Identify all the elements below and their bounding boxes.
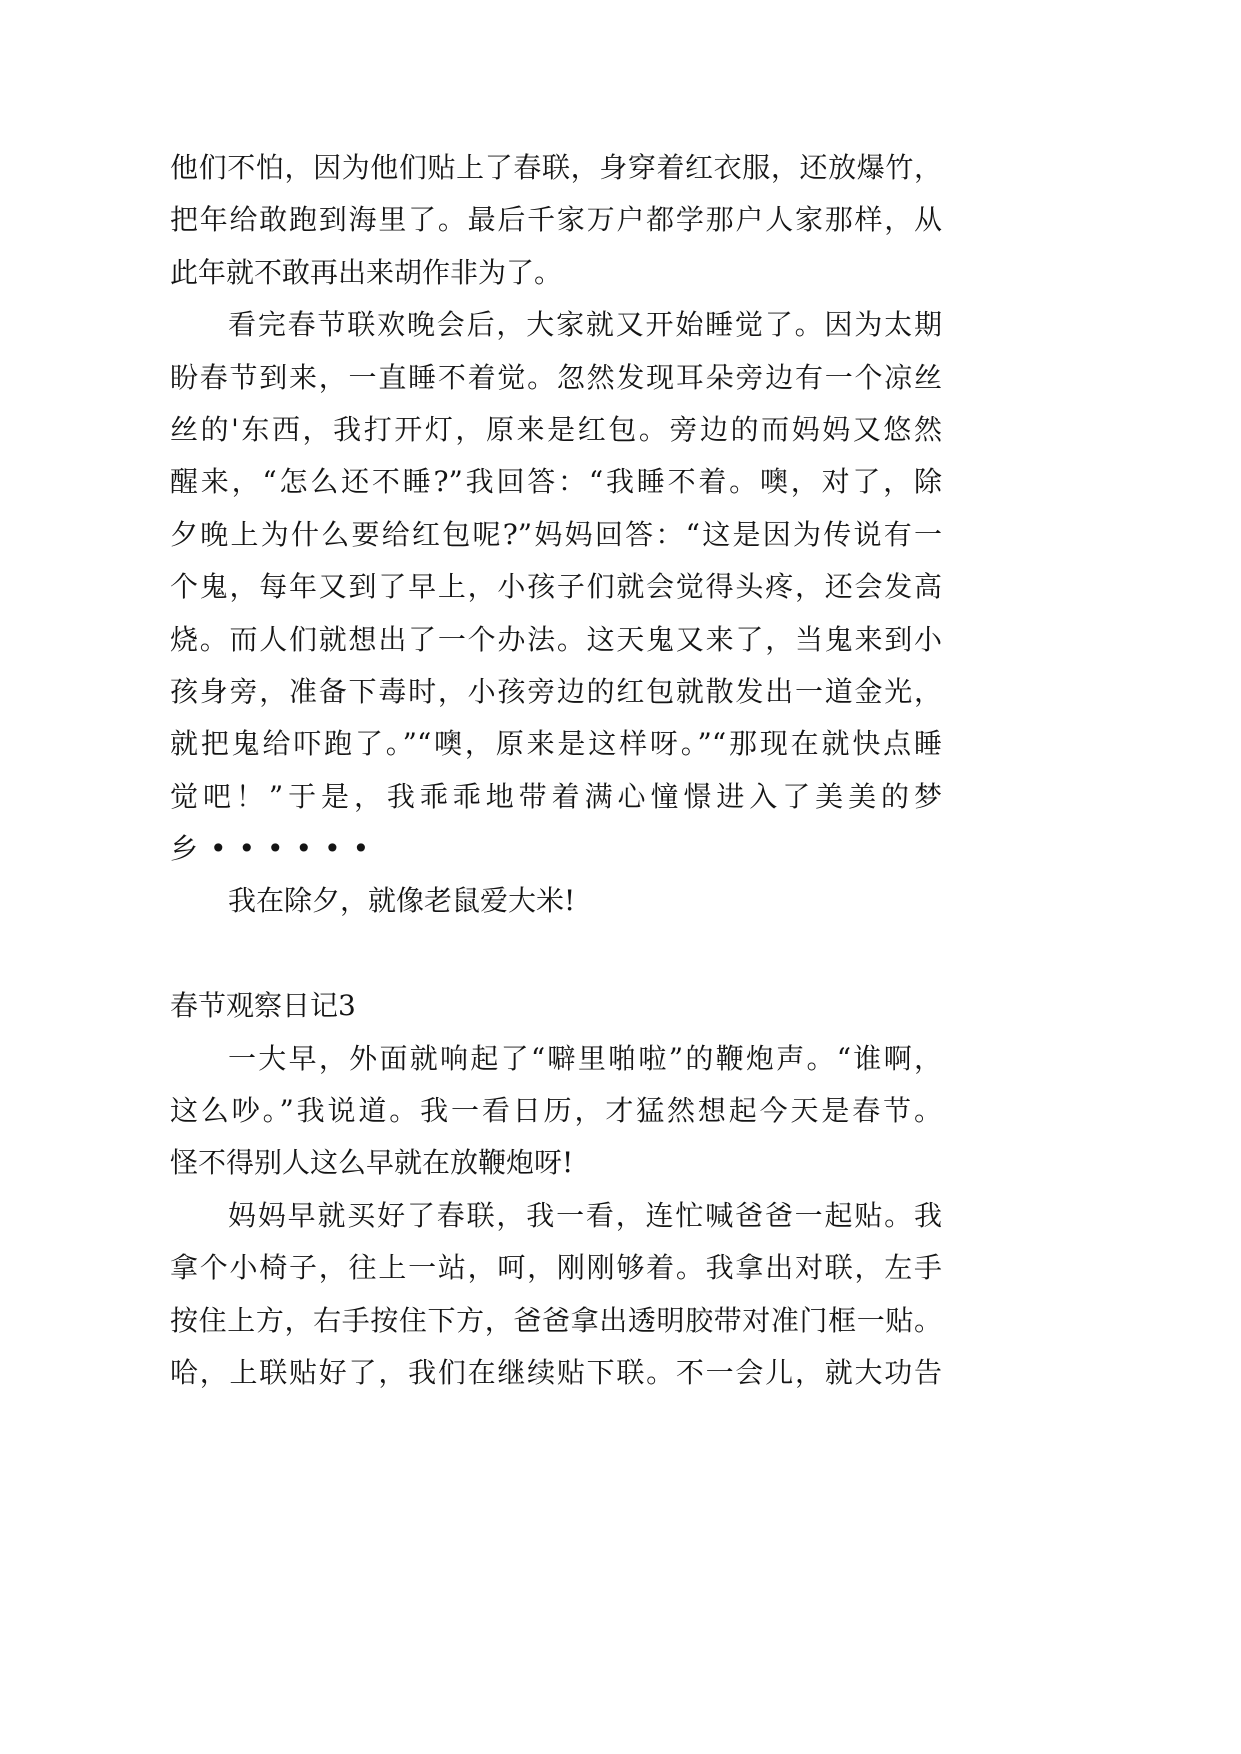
text-line: 此年就不敢再出来胡作非为了。 (170, 255, 563, 289)
paragraph (170, 1033, 942, 1190)
paragraph (170, 299, 942, 875)
paragraph (170, 875, 942, 927)
text-line: 拿个小椅子，往上一站，呵，刚刚够着。我拿出对联，左手 (170, 1251, 942, 1285)
text-line: 看完春节联欢晚会后，大家就又开始睡觉了。因为太期 (228, 308, 942, 342)
text-line: 烧。而人们就想出了一个办法。这天鬼又来了，当鬼来到小 (170, 622, 942, 656)
text-line: 孩身旁，准备下毒时，小孩旁边的红包就散发出一道金光， (170, 674, 942, 708)
text-line: 乡•••••• (170, 832, 382, 866)
text-line: 他们不怕，因为他们贴上了春联，身穿着红衣服，还放爆竹， (170, 151, 942, 184)
text-line: 个鬼，每年又到了早上，小孩子们就会觉得头疼，还会发高 (170, 570, 942, 604)
text-line: 夕晚上为什么要给红包呢?”妈妈回答：“这是因为传说有一 (170, 517, 942, 551)
blank-line (170, 928, 942, 980)
text-line: 把年给敢跑到海里了。最后千家万户都学那户人家那样，从 (170, 203, 942, 237)
text-line: 就把鬼给吓跑了。”“噢，原来是这样呀。”“那现在就快点睡 (170, 727, 942, 761)
text-line: 哈，上联贴好了，我们在继续贴下联。不一会儿，就大功告 (170, 1355, 942, 1389)
text-line: 丝的'东西，我打开灯，原来是红包。旁边的而妈妈又悠然 (170, 412, 942, 446)
paragraph (170, 142, 942, 299)
section-title: 春节观察日记3 (170, 989, 356, 1023)
text-line: 盼春节到来，一直睡不着觉。忽然发现耳朵旁边有一个凉丝 (170, 360, 942, 394)
text-line: 觉吧！”于是，我乖乖地带着满心憧憬进入了美美的梦 (170, 779, 942, 813)
text-line: 按住上方，右手按住下方，爸爸拿出透明胶带对准门框一贴。 (170, 1303, 942, 1337)
text-line: 我在除夕，就像老鼠爱大米! (228, 884, 576, 918)
document-body (170, 142, 942, 1399)
text-line: 妈妈早就买好了春联，我一看，连忙喊爸爸一起贴。我 (228, 1198, 942, 1232)
text-line: 醒来，“怎么还不睡?”我回答：“我睡不着。噢，对了，除 (170, 465, 942, 499)
text-line: 怪不得别人这么早就在放鞭炮呀! (170, 1146, 574, 1180)
paragraph (170, 1190, 942, 1400)
text-line: 这么吵。”我说道。我一看日历，才猛然想起今天是春节。 (170, 1094, 942, 1128)
text-line: 一大早，外面就响起了“噼里啪啦”的鞭炮声。“谁啊， (228, 1041, 942, 1075)
